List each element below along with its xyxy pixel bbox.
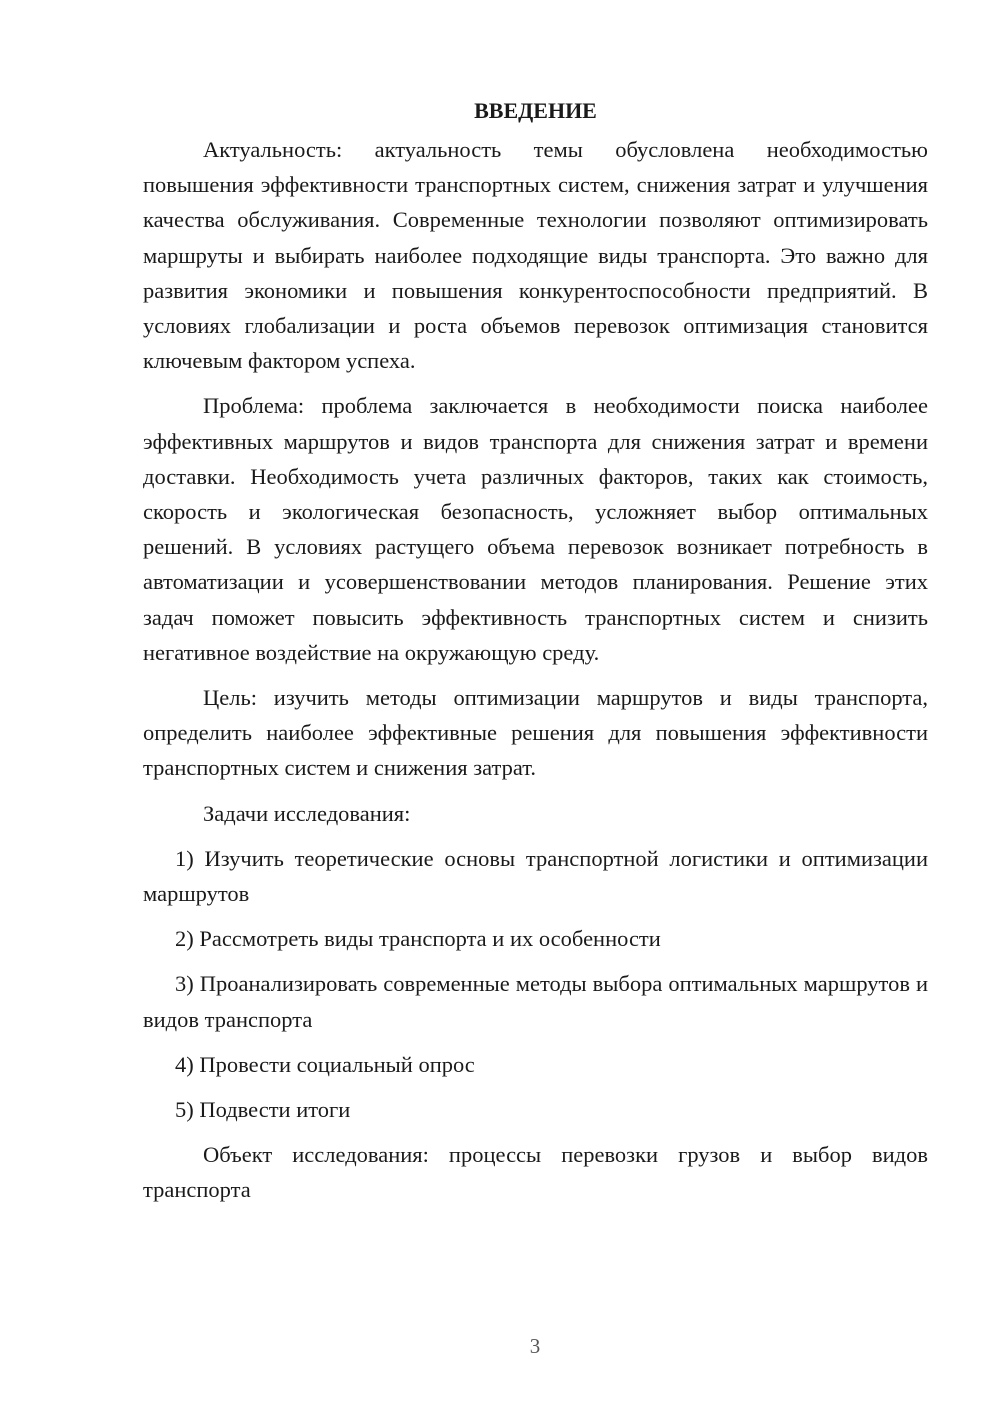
- section-heading: ВВЕДЕНИЕ: [474, 98, 597, 123]
- relevance-paragraph: Актуальность: актуальность темы обусловлена необходимостью повышения эффективности транспортных систем, снижения затрат и улучшения качества обслуживания. Современные технологии позволяют оптимизировать маршруты и выбирать наиболее подходящие виды транспорта. Это важно для развития экономики и повышения конкурентоспособности предприятий. В условиях глобализации и роста объемов перевозок оптимизация становится ключевым фактором успеха.: [143, 137, 928, 374]
- problem-paragraph: Проблема: проблема заключается в необходимости поиска наиболее эффективных маршрутов и видов транспорта для снижения затрат и времени доставки. Необходимость учета различных факторов, таких как стоимость, скорость и экологическая безопасность, усложняет выбор оптимальных решений. В условиях растущего объема перевозок возникает потребность в автоматизации и усовершенствовании методов планирования. Решение этих задач поможет повысить эффективность транспортных систем и снизить негативное воздействие на окружающую среду.: [143, 393, 928, 665]
- document-page: [143, 96, 928, 1218]
- object-paragraph: Объект исследования: процессы перевозки грузов и выбор видов транспорта: [143, 1142, 928, 1203]
- page-number: 3: [529, 1334, 541, 1358]
- tasks-title: Задачи исследования:: [203, 800, 411, 826]
- goal-paragraph: Цель: изучить методы оптимизации маршрутов и виды транспорта, определить наиболее эффективные решения для повышения эффективности транспортных систем и снижения затрат.: [143, 685, 928, 781]
- task-item-2: 2) Рассмотреть виды транспорта и их особенности: [175, 926, 661, 952]
- task-item-3: 3) Проанализировать современные методы выбора оптимальных маршрутов и видов транспорта: [143, 971, 928, 1032]
- task-item-1: 1) Изучить теоретические основы транспортной логистики и оптимизации маршрутов: [143, 845, 928, 907]
- task-item-5: 5) Подвести итоги: [175, 1097, 351, 1123]
- task-item-4: 4) Провести социальный опрос: [175, 1051, 475, 1077]
